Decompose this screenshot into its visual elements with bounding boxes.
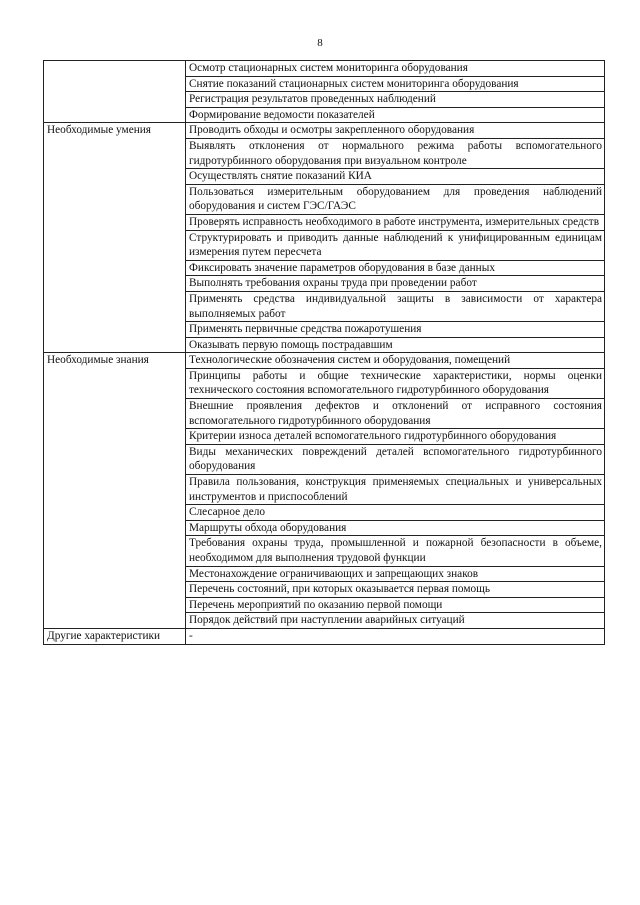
requirement-item: Фиксировать значение параметров оборудования в базе данных (186, 260, 605, 276)
requirement-item: - (186, 628, 605, 644)
requirement-item: Перечень мероприятий по оказанию первой помощи (186, 597, 605, 613)
requirement-item: Критерии износа деталей вспомогательного гидротурбинного оборудования (186, 429, 605, 445)
table-row (44, 123, 605, 139)
section-label: Необходимые знания (44, 353, 186, 629)
requirement-item: Виды механических повреждений деталей вспомогательного гидротурбинного оборудования (186, 444, 605, 474)
table-row (44, 61, 605, 77)
requirement-item: Структурировать и приводить данные наблюдений к унифицированным единицам измерения путем пересчета (186, 230, 605, 260)
requirement-item: Формирование ведомости показателей (186, 107, 605, 123)
requirement-item: Применять средства индивидуальной защиты в зависимости от характера выполняемых работ (186, 291, 605, 321)
requirement-item: Перечень состояний, при которых оказывается первая помощь (186, 582, 605, 598)
section-label: Необходимые умения (44, 123, 186, 353)
requirement-item: Принципы работы и общие технические характеристики, нормы оценки технического состояния вспомогательного гидротурбинного оборудования (186, 368, 605, 398)
requirement-item: Слесарное дело (186, 505, 605, 521)
requirement-item: Требования охраны труда, промышленной и пожарной безопасности в объеме, необходимом для выполнения трудовой функции (186, 536, 605, 566)
requirement-item: Местонахождение ограничивающих и запрещающих знаков (186, 566, 605, 582)
table-row (44, 353, 605, 369)
requirement-item: Порядок действий при наступлении аварийных ситуаций (186, 613, 605, 629)
requirement-item: Маршруты обхода оборудования (186, 520, 605, 536)
requirement-item: Осмотр стационарных систем мониторинга оборудования (186, 61, 605, 77)
requirements-table-body (44, 61, 605, 645)
requirement-item: Оказывать первую помощь пострадавшим (186, 337, 605, 353)
requirement-item: Выявлять отклонения от нормального режима работы вспомогательного гидротурбинного оборудования при визуальном контроле (186, 138, 605, 168)
requirement-item: Внешние проявления дефектов и отклонений от исправного состояния вспомогательного гидротурбинного оборудования (186, 399, 605, 429)
requirement-item: Правила пользования, конструкция применяемых специальных и универсальных инструментов и приспособлений (186, 475, 605, 505)
requirement-item: Проводить обходы и осмотры закрепленного оборудования (186, 123, 605, 139)
table-row (44, 628, 605, 644)
section-label (44, 61, 186, 123)
page-number: 8 (317, 37, 323, 49)
requirement-item: Выполнять требования охраны труда при проведении работ (186, 276, 605, 292)
requirement-item: Применять первичные средства пожаротушения (186, 322, 605, 338)
requirements-table (43, 60, 605, 645)
requirement-item: Проверять исправность необходимого в работе инструмента, измерительных средств (186, 214, 605, 230)
requirement-item: Технологические обозначения систем и оборудования, помещений (186, 353, 605, 369)
requirement-item: Регистрация результатов проведенных наблюдений (186, 92, 605, 108)
requirement-item: Осуществлять снятие показаний КИА (186, 169, 605, 185)
requirement-item: Снятие показаний стационарных систем мониторинга оборудования (186, 76, 605, 92)
section-label: Другие характеристики (44, 628, 186, 644)
requirement-item: Пользоваться измерительным оборудованием для проведения наблюдений оборудования и систем ГЭС/ГАЭС (186, 184, 605, 214)
